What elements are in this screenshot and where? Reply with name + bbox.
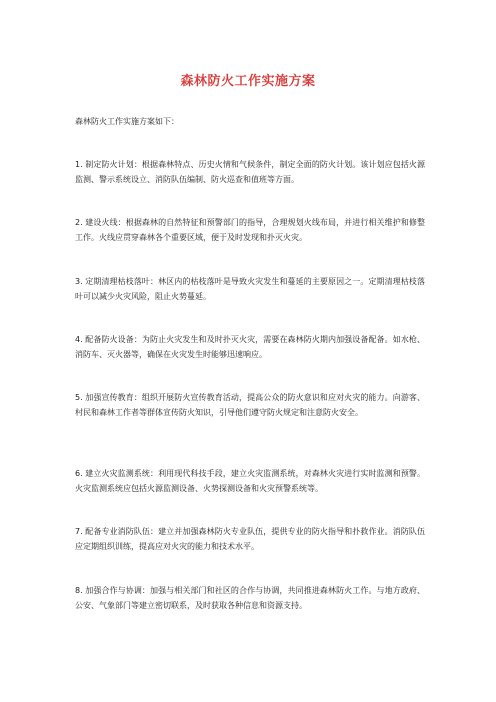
document-title: 森林防火工作实施方案 — [180, 74, 316, 89]
document-intro: 森林防火工作实施方案如下： — [75, 117, 179, 126]
paragraph-7: 7. 配备专业消防队伍：建立并加强森林防火专业队伍，提供专业的防火指导和扑救作业。消防队伍应定期组织训练，提高应对火灾的能力和技术水平。 — [75, 527, 425, 551]
paragraph-2: 2. 建设火线：根据森林的自然特征和预警部门的指导，合理规划火线布局，并进行相关维护和修整工作。火线应贯穿森林各个重要区域，便于及时发现和扑灭火灾。 — [75, 218, 425, 242]
paragraph-8: 8. 加强合作与协调：加强与相关部门和社区的合作与协调，共同推进森林防火工作。与地方政府、公安、气象部门等建立密切联系，及时获取各种信息和资源支持。 — [75, 586, 425, 610]
paragraph-4: 4. 配备防火设备：为防止火灾发生和及时扑灭火灾，需要在森林防火期内加强设备配备。如水枪、消防车、灭火器等，确保在火灾发生时能够迅速响应。 — [75, 335, 425, 359]
paragraph-3: 3. 定期清理枯枝落叶：林区内的枯枝落叶是导致火灾发生和蔓延的主要原因之一。定期清理枯枝落叶可以减少火灾风险，阻止火势蔓延。 — [75, 277, 425, 301]
paragraph-5: 5. 加强宣传教育：组织开展防火宣传教育活动，提高公众的防火意识和应对火灾的能力。向游客、村民和森林工作者等群体宣传防火知识，引导他们遵守防火规定和注意防火安全。 — [75, 393, 425, 417]
paragraph-6: 6. 建立火灾监测系统：利用现代科技手段，建立火灾监测系统，对森林火灾进行实时监测和预警。火灾监测系统应包括火源监测设备、火势探测设备和火灾预警系统等。 — [75, 469, 425, 493]
paragraph-1: 1. 制定防火计划：根据森林特点、历史火情和气候条件，制定全面的防火计划。该计划应包括火源监测、警示系统设立、消防队伍编制、防火巡查和值班等方面。 — [75, 160, 425, 184]
